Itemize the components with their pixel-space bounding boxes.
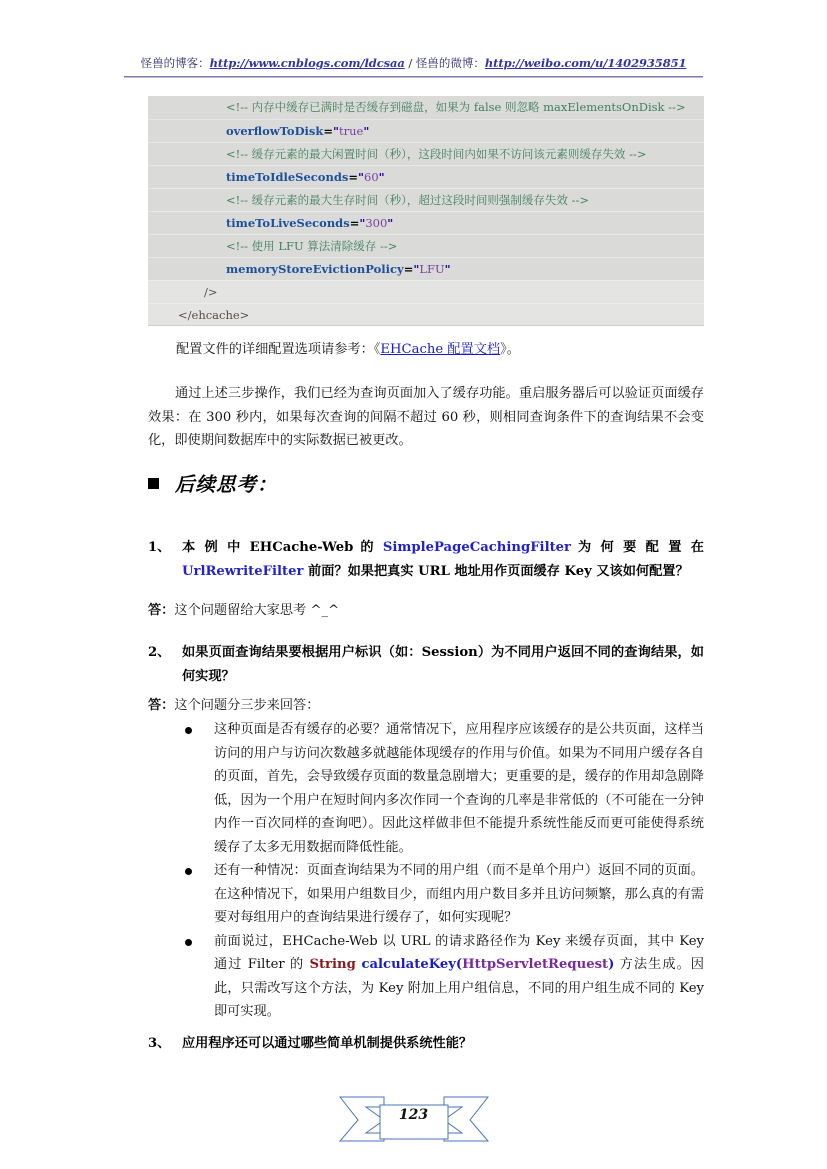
code-tag: /> — [204, 285, 218, 299]
code-line-content — [148, 120, 369, 142]
code-quote-close: " — [444, 262, 451, 276]
list-item-text — [214, 722, 704, 855]
code-attribute-name: timeToLiveSeconds — [226, 216, 350, 230]
bullet-dot-icon — [185, 727, 192, 734]
code-comment: <!-- 缓存元素的最大闲置时间（秒），这段时间内如果不访问该元素则缓存失效 --> — [226, 147, 647, 161]
code-quote-open: " — [359, 216, 366, 230]
code-line — [148, 280, 704, 303]
text-segment: 本 例 中 EHCache-Web 的 — [182, 540, 383, 555]
code-line — [148, 211, 704, 234]
list-item — [184, 718, 704, 859]
list-item-text — [214, 934, 704, 1020]
weibo-label: 怪兽的微博： — [415, 56, 485, 70]
code-quote-open: " — [358, 170, 364, 184]
blog-label: 怪兽的博客： — [140, 56, 210, 70]
code-line — [148, 257, 704, 280]
code-attribute-value: 300 — [365, 216, 388, 230]
code-line-content — [148, 143, 647, 165]
answer-1 — [148, 599, 704, 623]
code-line — [148, 188, 704, 211]
code-keyword-blue: SimplePageCachingFilter — [382, 540, 572, 555]
text-segment: 前面说过，EHCache-Web 以 URL 的请求路径作为 Key 来缓存页面，其中 Key 通过 Filter 的 — [214, 933, 704, 972]
question-1-text — [182, 536, 704, 584]
code-line-content — [148, 258, 451, 280]
summary-paragraph: 通过上述三步操作，我们已经为查询页面加入了缓存功能。重启服务器后可以验证页面缓存效果：在 300 秒内，如果每次查询的间隔不超过 60 秒，则相同查询条件下的查询结果不会变化，即使期间数据库中的实际数据已被更改。 — [148, 386, 704, 448]
text-segment: 还有一种情况：页面查询结果为不同的用户组（而不是单个用户）返回不同的页面。在这种情况下，如果用户组数目少，而组内用户数目多并且访问频繁，那么真的有需要对每组用户的查询结果进行缓存了，如何实现呢？ — [214, 863, 704, 925]
question-2-number: 2、 — [148, 645, 171, 660]
header-divider — [124, 76, 703, 78]
text-segment: 这种页面是否有缓存的必要？通常情况下，应用程序应该缓存的是公共页面，这样当访问的用户与访问次数越多就越能体现缓存的作用与价值。如果为不同用户缓存各自的页面，首先，会导致缓存页面的数量急剧增大；更重要的是，缓存的作用却急剧降低，因为一个用户在短时间内多次作同一个查询的几率是非常低的（不可能在一分钟内作一百次同样的查询吧）。因此这样做非但不能提升系统性能反而更可能使得系统缓存了太多无用数据而降低性能。 — [214, 722, 704, 855]
code-quote-open: " — [333, 124, 339, 138]
code-attribute-value: 60 — [364, 170, 379, 184]
code-line — [148, 96, 704, 119]
code-keyword-blue: ) — [608, 957, 615, 972]
code-attribute-value: LFU — [419, 262, 445, 276]
header-separator: / — [404, 56, 416, 70]
code-equals: = — [348, 170, 358, 184]
code-comment: <!-- 缓存元素的最大生存时间（秒），超过这段时间则强制缓存失效 --> — [226, 193, 589, 207]
code-comment: <!-- 使用 LFU 算法清除缓存 --> — [226, 239, 398, 253]
ribbon-banner-icon — [336, 1093, 492, 1151]
code-equals: = — [323, 124, 333, 138]
reference-prefix: 配置文件的详细配置选项请参考：《 — [176, 342, 381, 357]
question-2 — [148, 641, 704, 689]
text-segment: 应用程序还可以通过哪些简单机制提供系统性能？ — [182, 1036, 473, 1051]
list-item — [184, 930, 704, 1024]
question-3 — [148, 1032, 704, 1056]
text-segment: 如果页面查询结果要根据用户标识（如：Session）为不同用户返回不同的查询结果，如何实现？ — [182, 645, 704, 684]
question-2-text — [182, 641, 704, 689]
code-line-content — [148, 96, 686, 119]
code-quote-close: " — [378, 170, 385, 184]
square-bullet-icon — [148, 478, 159, 489]
code-line — [148, 119, 704, 142]
code-equals: = — [403, 262, 414, 276]
answer-2-bullet-list — [184, 718, 704, 1024]
question-3-number: 3、 — [148, 1036, 171, 1051]
weibo-url-link[interactable]: http://weibo.com/u/1402935851 — [484, 56, 687, 70]
question-1-number: 1、 — [148, 540, 171, 555]
code-line-content — [148, 212, 393, 234]
code-line-content — [148, 304, 249, 326]
list-item — [184, 859, 704, 930]
page-footer — [0, 1093, 827, 1151]
code-keyword-maroon: String — [309, 957, 362, 972]
code-equals: = — [349, 216, 360, 230]
reference-paragraph — [176, 338, 704, 362]
code-line-content — [148, 235, 397, 257]
code-tag: </ehcache> — [178, 308, 250, 322]
code-line — [148, 142, 704, 165]
answer-1-label: 答： — [148, 603, 175, 618]
code-attribute-name: timeToIdleSeconds — [226, 170, 349, 184]
page-number: 123 — [398, 1107, 429, 1123]
code-keyword-blue: UrlRewriteFilter — [182, 564, 304, 579]
reference-suffix: 》。 — [500, 342, 520, 357]
code-keyword-purple: HttpServletRequest — [462, 957, 609, 972]
code-quote-close: " — [387, 216, 394, 230]
code-quote-close: " — [363, 124, 370, 138]
code-line — [148, 165, 704, 188]
text-segment: 方法生成。因此，只需改写这个方法，为 Key 附加上用户组信息，不同的用户组生成不同的 Key 即可实现。 — [214, 957, 704, 1019]
code-attribute-name: memoryStoreEvictionPolicy — [226, 262, 404, 276]
answer-2-label: 答： — [148, 698, 175, 713]
bullet-dot-icon — [185, 939, 192, 946]
section-heading — [148, 469, 278, 497]
ehcache-config-doc-link[interactable]: EHCache 配置文档 — [380, 342, 501, 357]
answer-2 — [148, 694, 704, 718]
section-title: 后续思考： — [175, 473, 278, 496]
list-item-text — [214, 863, 704, 925]
blog-url-link[interactable]: http://www.cnblogs.com/ldcsaa — [209, 56, 405, 70]
code-line-content — [148, 281, 218, 303]
answer-1-text: 这个问题留给大家思考 ^_^ — [174, 603, 340, 618]
code-comment: <!-- 内存中缓存已满时是否缓存到磁盘，如果为 false 则忽略 maxElementsOnDisk --> — [226, 100, 686, 114]
answer-2-text: 这个问题分三步来回答： — [174, 698, 320, 713]
question-3-text — [182, 1032, 704, 1056]
code-block — [148, 96, 704, 326]
code-attribute-value: true — [339, 124, 364, 138]
code-line-content — [148, 189, 589, 211]
code-line — [148, 303, 704, 326]
bullet-dot-icon — [185, 868, 192, 875]
running-header — [124, 55, 703, 71]
text-segment: 前面？如果把真实 URL 地址用作页面缓存 Key 又该如何配置？ — [303, 564, 689, 579]
code-line-content — [148, 166, 385, 188]
code-attribute-name: overflowToDisk — [226, 124, 324, 138]
code-line — [148, 234, 704, 257]
code-quote-open: " — [413, 262, 420, 276]
code-keyword-blue: calculateKey( — [361, 957, 463, 972]
text-segment: 为 何 要 配 置 在 — [571, 540, 704, 555]
question-1 — [148, 536, 704, 584]
